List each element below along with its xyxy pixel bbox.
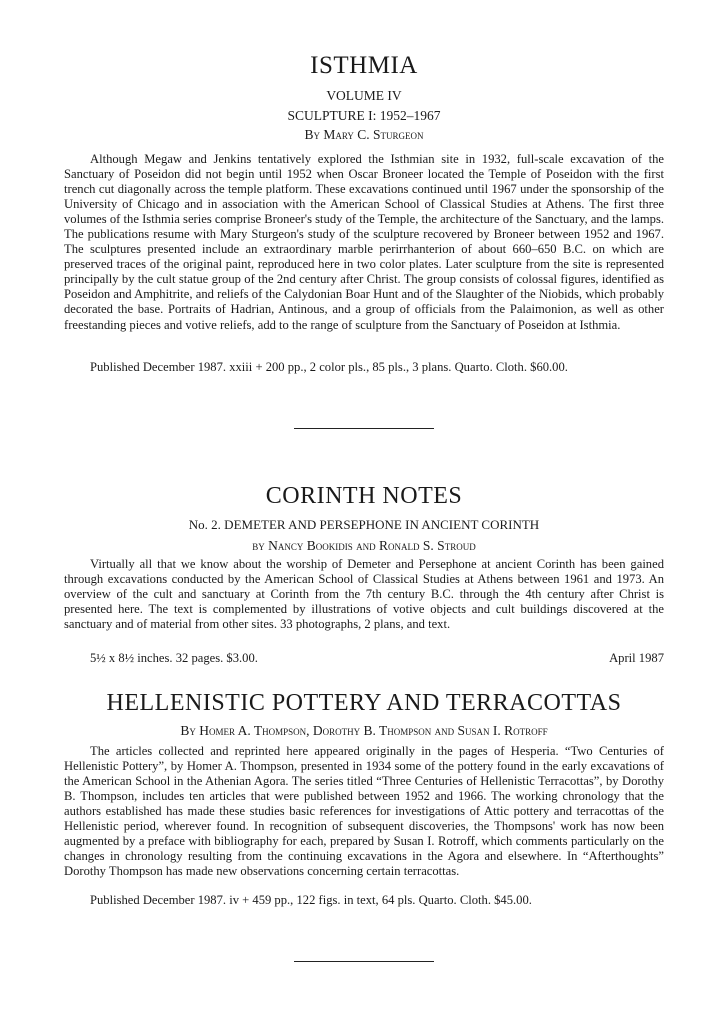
corinth-title: CORINTH NOTES: [265, 483, 463, 509]
hellenistic-description: The articles collected and reprinted here appeared originally in the pages of Hesperia. “Two Centuries of Hellenistic Pottery”, by Homer A. Thompson, presented in 1934 some of the pottery found in the early excavations of the American School in the Athenian Agora. The series titled “Three Centuries of Hellenistic Terracottas”, by Dorothy B. Thompson, includes ten articles that were published between 1952 and 1966. The working chronology that the authors established has made these studies basic references for investigations of Attic pottery and terracottas of the Hellenistic period, wherever found. In recognition of subsequent discoveries, the Thompsons' work has now been augmented by a preface with bibliography for each, prepared by Susan I. Rotroff, which comments particularly on the changes in chronology resulting from the continuing excavations in the Agora and elsewhere. In “Afterthoughts” Dorothy Thompson has made new observations concerning certain terracottas.: [64, 744, 664, 879]
isthmia-title: ISTHMIA: [310, 52, 418, 79]
corinth-specs: 5½ x 8½ inches. 32 pages. $3.00.: [90, 651, 258, 665]
isthmia-subtitle: SCULPTURE I: 1952–1967: [287, 108, 441, 123]
corinth-specs-row: [64, 651, 664, 666]
isthmia-volume: VOLUME IV: [326, 88, 402, 103]
corinth-subtitle: No. 2. DEMETER AND PERSEPHONE IN ANCIENT CORINTH: [188, 517, 540, 532]
corinth-date: April 1987: [609, 651, 664, 665]
section-divider: [294, 428, 434, 429]
hellenistic-byline: By Homer A. Thompson, Dorothy B. Thompson and Susan I. Rotroff: [180, 723, 548, 738]
isthmia-publication: Published December 1987. xxiii + 200 pp., 2 color pls., 85 pls., 3 plans. Quarto. Cloth. $60.00.: [90, 360, 568, 374]
isthmia-description: Although Megaw and Jenkins tentatively explored the Isthmian site in 1932, full-scale excavation of the Sanctuary of Poseidon did not begin until 1952 when Oscar Broneer located the Temple of Poseidon with the first trench cut diagonally across the temple platform. These excavations continued until 1967 under the sponsorship of the University of Chicago and in association with the American School of Classical Studies at Athens. The first three volumes of the Isthmia series comprise Broneer's study of the Temple, the architecture of the Sanctuary, and the lamps. The publications resume with Mary Sturgeon's study of the sculpture recovered by Broneer between 1952 and 1967. The sculptures presented include an extraordinary marble perirrhanterion of about 660–650 B.C. on which are preserved traces of the original paint, reproduced here in two color plates. Later sculpture from the site is represented principally by the cult statue group of the 2nd century after Christ. The group consists of colossal figures, identified as Poseidon and Amphitrite, and reliefs of the Calydonian Boar Hunt and of the Slaughter of the Niobids, which probably decorated the base. Portraits of Hadrian, Antinous, and a group of officials from the Palaimonion, as well as other freestanding pieces and votive reliefs, add to the range of sculpture from the Sanctuary of Poseidon at Isthmia.: [64, 152, 664, 332]
corinth-byline: by Nancy Bookidis and Ronald S. Stroud: [252, 538, 476, 553]
section-divider-bottom: [294, 961, 434, 962]
hellenistic-title: HELLENISTIC POTTERY AND TERRACOTTAS: [106, 690, 622, 716]
corinth-description: Virtually all that we know about the worship of Demeter and Persephone at ancient Corinth has been gained through excavations conducted by the American School of Classical Studies at Athens between 1961 and 1973. An overview of the cult and sanctuary at Corinth from the 7th century B.C. through the 4th century after Christ is presented here. The text is complemented by illustrations of votive objects and cult buildings discovered at the sanctuary and of material from other sites. 33 photographs, 2 plans, and text.: [64, 557, 664, 632]
hellenistic-publication: Published December 1987. iv + 459 pp., 122 figs. in text, 64 pls. Quarto. Cloth. $45.00.: [90, 893, 532, 907]
isthmia-byline: By Mary C. Sturgeon: [304, 127, 424, 142]
